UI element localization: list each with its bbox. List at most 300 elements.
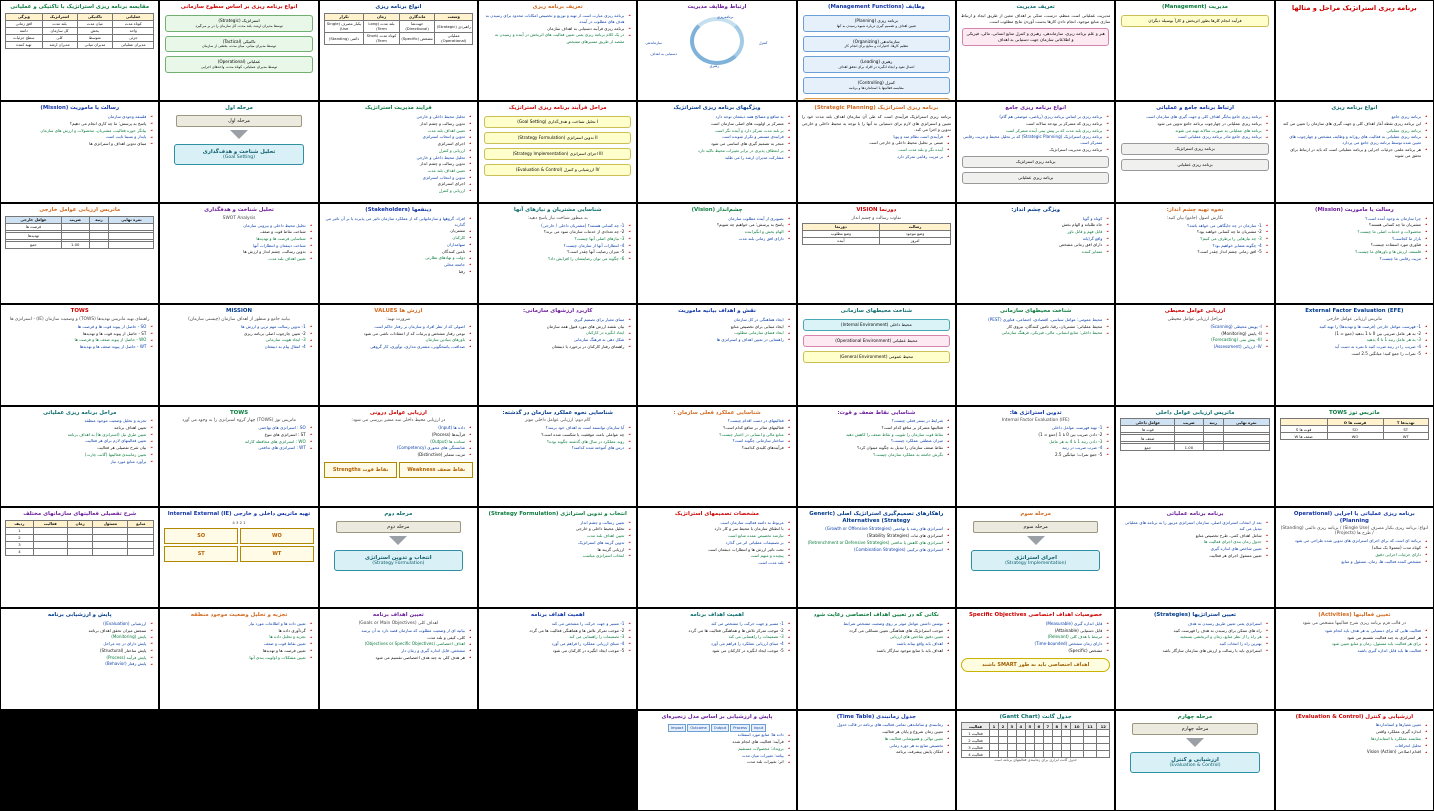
slide-s28[interactable] — [1275, 304, 1434, 405]
slide-title: TOWS — [70, 308, 89, 315]
list-item: ◄ فرآیند: فعالیت های انجام شده — [643, 739, 783, 745]
list-item: ◄ تخصیص منابع به هر دوره زمانی — [803, 743, 943, 749]
slide-s62[interactable] — [159, 608, 318, 709]
list-item: ◄ جاه طلبانه و الهام بخش — [962, 222, 1102, 228]
bullet-list — [802, 526, 951, 553]
slide-s17[interactable] — [159, 101, 318, 202]
table-header-cell: منابع — [128, 520, 154, 527]
list-item: ◄ تجزیه و تحلیل داده ها — [165, 634, 305, 640]
slide-title: انتخاب و تدوین استراتژی (Strategy Formulation) — [488, 510, 627, 517]
table-header-cell: تهدیدها T — [1383, 419, 1429, 426]
slide-s25[interactable] — [319, 203, 478, 304]
step-label: I تحلیل شناخت و هدف‌گذاری (Goal Setting) — [517, 119, 599, 125]
data-table — [5, 216, 154, 249]
slide-s06[interactable] — [478, 0, 637, 101]
list-item: ◄ 2- موجب تمرکز تلاش ها و هماهنگی فعالیت ها می گردد — [643, 628, 783, 634]
list-item: ◄ 2- به هر عامل ضریبی بین 0 تا 1 بدهید (جمع = 1) — [1281, 331, 1421, 337]
slide-title: شناسایی مشتریان و نیازهای آنها — [513, 206, 602, 213]
cycle-label: دستیابی به اهداف — [650, 51, 677, 56]
slide-s60[interactable] — [478, 608, 637, 709]
list-item: ◄ 2- چه تعدادی از خدمات سازمان سود می برند؟ — [484, 229, 624, 235]
slide-s10[interactable] — [1275, 101, 1434, 202]
slide-s63[interactable] — [0, 608, 159, 709]
list-item: ◄ WO - حاصل از پیوند ضعف ها و فرصت ها — [6, 337, 146, 343]
slide-s13[interactable] — [797, 101, 956, 202]
step-box — [484, 116, 631, 128]
slide-s08[interactable] — [159, 0, 318, 101]
table-cell — [1203, 444, 1223, 451]
slide-s49[interactable] — [797, 507, 956, 608]
ie-cell: WO — [240, 528, 314, 544]
list-item: ◄ تعیین توالی و همپوشانی فعالیت ها — [803, 736, 943, 742]
table-cell — [93, 541, 128, 548]
list-item: ◄ جامعه محلی — [325, 262, 465, 268]
slide-s31[interactable] — [797, 304, 956, 405]
slide-s51[interactable] — [478, 507, 637, 608]
list-item: ◄ کلی، کیفی و بلند مدت — [325, 635, 465, 641]
table-cell — [93, 548, 128, 555]
list-item: ◄ ارزشیابی (Evaluation)) — [6, 621, 146, 627]
step-box — [484, 164, 631, 176]
step-box — [484, 148, 631, 160]
list-item: ◄ برنامه ریزی عملیاتی به فعالیت های روزانه و وظایف مشخص و چهارچوب های تعیین شده توسط برنامه ریزی جامع می پردازد — [1281, 134, 1421, 146]
list-item: ◄ چه عواملی باعث موفقیت یا شکست شده است؟ — [484, 432, 624, 438]
table-cell: مدیران میانی — [77, 41, 113, 48]
data-table — [5, 13, 154, 49]
table-cell — [1016, 751, 1025, 758]
table-cell: مشخص (Specific) — [399, 32, 435, 44]
table-header-cell: تاکتیکی — [77, 13, 113, 20]
slide-s68[interactable] — [637, 710, 796, 811]
list-item: ◄ III- پیش بینی (Forecasting) — [1121, 337, 1261, 343]
bullet-list — [1280, 628, 1429, 655]
table-row — [6, 241, 154, 248]
list-item: ◄ 2- مشتریان ما چه کسانی خواهند بود؟ — [1121, 229, 1261, 235]
slide-s32[interactable] — [637, 304, 796, 405]
bullet-list — [961, 425, 1110, 459]
list-item: ◄ بر مزیت رقابتی تمرکز دارد — [803, 154, 943, 160]
level-box — [165, 36, 312, 53]
slide-s27[interactable] — [0, 203, 159, 304]
slide-s57[interactable] — [956, 608, 1115, 709]
slide-title: نقش و اهداف بیانیه ماموریت — [678, 308, 756, 315]
list-item: ◄ تحلیل محیط داخلی و خارجی — [484, 526, 624, 532]
slide-title: تجزیه و تحلیل وضعیت موجود منطقه — [190, 612, 288, 619]
slide-s58[interactable] — [797, 608, 956, 709]
list-item: ◄ بهترین راه را انتخاب کنید — [1121, 641, 1261, 647]
slide-s18[interactable] — [0, 101, 159, 202]
table-row — [6, 20, 154, 27]
list-item: ◄ 2- موجب تمرکز تلاش ها و هماهنگی فعالیت ها می گردد — [484, 628, 624, 634]
function-desc: اعمال نفوذ و ایجاد انگیزه در افراد برای تحقق اهداف — [838, 65, 915, 70]
slide-title: فرایند مدیریت استراتژیک — [364, 105, 432, 112]
table-cell: جزئی — [113, 34, 154, 41]
level-desc: توسط مدیران میانی، میان مدت، بخشی از سازمان — [202, 44, 276, 49]
list-item: ◄ 1- تهیه فهرست عوامل داخلی — [962, 425, 1102, 431]
list-item: ◄ دارای افق زمانی بلند مدت — [643, 236, 783, 242]
stage-banner: مرحله چهارم — [1132, 723, 1257, 735]
table-cell — [1070, 737, 1083, 744]
slide-s52[interactable] — [319, 507, 478, 608]
list-item: ◄ فعالیت ها باید قابل اندازه گیری باشند — [1281, 648, 1421, 654]
list-item: ◄ ستانده ها (Output) — [325, 439, 465, 445]
table-cell: عملیاتی (Operational) — [435, 32, 473, 44]
table-cell — [61, 232, 89, 239]
slide-s04[interactable] — [797, 0, 956, 101]
list-item: ◄ ایجاد هماهنگی در کل سازمان — [643, 317, 783, 323]
table-cell: 3 — [6, 541, 34, 548]
table-cell — [1070, 730, 1083, 737]
slide-s22[interactable] — [797, 203, 956, 304]
slide-title: مقایسه برنامه ریزی استراتژیک با تاکتیکی و عملیاتی — [10, 4, 150, 10]
list-item: ◄ شناخت نقاط قوت و ضعف — [165, 229, 305, 235]
slide-title: برنامه برنامه عملیاتی — [1166, 510, 1224, 517]
slide-s39[interactable] — [956, 406, 1115, 507]
list-item: ◄ تعیین مسئول اجرای هر فعالیت — [1121, 553, 1261, 559]
slide-s41[interactable] — [637, 406, 796, 507]
list-item: ◄ شناخت ذینفعان و انتظارات آنها — [165, 243, 305, 249]
list-item: ◄ امکان پایش پیشرفت برنامه — [803, 749, 943, 755]
table-row — [6, 34, 154, 41]
slide-title: ویژگیهای برنامه ریزی استراتژیک — [673, 105, 761, 112]
list-item: ◄ تعیین دقیق شاخص های ارزیابی — [803, 634, 943, 640]
table-cell — [1175, 435, 1203, 442]
slide-title: مرحله چهارم — [1177, 713, 1213, 720]
slide-s47[interactable] — [1115, 507, 1274, 608]
slide-s03[interactable] — [956, 0, 1115, 101]
list-item: ◄ فعالیتهای متاثر بر منافع کدام است؟ — [643, 425, 783, 431]
list-item: ◄ 5- نمرات را جمع کنید؛ میانگین 2.5 است — [1281, 351, 1421, 357]
list-item: ◄ تدوین رسالت و چشم انداز — [325, 161, 465, 167]
list-item: ◄ II- پایش (Monitoring) — [1121, 331, 1261, 337]
slide-title: جدول زمانبندی (Time Table) — [836, 713, 917, 720]
table-row — [6, 232, 154, 239]
table-header-cell: استراتژیک — [42, 13, 77, 20]
list-item: ◄ برای هر فعالیت باید مسئول، زمان و منابع تعیین شود — [1281, 641, 1421, 647]
slide-s45[interactable] — [0, 406, 159, 507]
slide-title: شناسایی نحوه عملکرد سازمان در گذشته: — [502, 409, 613, 416]
list-item: ◄ اصولی که از نظر افراد و سازمان بر رفتار حاکم است — [325, 324, 465, 330]
list-item: ◄ فرآیندی است نظام مند و پویا — [803, 134, 943, 140]
table-header-cell: عوامل داخلی — [1121, 419, 1175, 426]
table-cell — [1223, 426, 1269, 433]
slide-title: تعریف مدیریت — [1016, 4, 1055, 10]
slide-s64[interactable] — [1275, 710, 1434, 811]
list-item: ◄ قابل دستیابی (Attainable) — [962, 628, 1102, 634]
table-cell — [998, 730, 1007, 737]
slide-s54[interactable] — [0, 507, 159, 608]
list-item: ◄ مبتنی بر تحلیل محیط داخلی و خارجی است — [803, 140, 943, 146]
list-item: ◄ تحلیل انحرافات — [1281, 743, 1421, 749]
slide-title: برنامه ریزی استراتژیک (Strategic Planning) — [814, 105, 939, 112]
table-cell — [1007, 737, 1016, 744]
list-item: ◄ تدوین و انتخاب استراتژی — [325, 134, 465, 140]
slide-s56[interactable] — [1115, 608, 1274, 709]
slide-s15[interactable] — [478, 101, 637, 202]
step-label: II تدوین استراتژی (Strategy Formulation) — [517, 135, 598, 140]
table-cell — [89, 241, 109, 248]
table-cell — [33, 548, 67, 555]
list-item: ◄ با انطباق سازمان با محیط سر و کار دارد — [643, 526, 783, 532]
list-item: ◄ 3- نیازهای اصلی آنها چیست؟ — [484, 236, 624, 242]
bullet-list — [802, 134, 951, 161]
table-header-cell: ضریب — [61, 216, 89, 223]
slide-s29[interactable] — [1115, 304, 1274, 405]
table-cell — [89, 232, 109, 239]
slide-s38[interactable] — [1115, 406, 1274, 507]
function-label: برنامه ریزی (Planning) — [854, 17, 898, 23]
stage-box — [174, 144, 303, 165]
slide-title: برنامه ریزی عملیاتی یا اجرایی (Operational Planning) — [1293, 510, 1415, 524]
table-cell — [1043, 751, 1052, 758]
list-item: ◄ داده ها: منابع مورد استفاده — [643, 732, 783, 738]
list-item: ◄ گردآوری داده ها — [165, 628, 305, 634]
axis-labels: 1 2 3 4 — [232, 519, 246, 525]
list-item: ◄ نقاط قوت سازمان را تقویت و نقاط ضعف را کاهش دهید — [803, 432, 943, 438]
sub-box: برنامه ریزی عملیاتی — [1121, 159, 1268, 171]
level-desc: توسط مدیران ارشد، بلند مدت، کل سازمان را در بر می‌گیرد — [195, 23, 283, 28]
list-item: ◄ شایستگی های محوری (Competency) — [325, 445, 465, 451]
table-cell: یکبار مصرف (Single Use) — [324, 20, 364, 32]
table-row — [802, 237, 950, 244]
slide-s20[interactable] — [1115, 203, 1274, 304]
table-cell — [998, 744, 1007, 751]
slide-s48[interactable] — [956, 507, 1115, 608]
bullet-list — [5, 621, 154, 668]
bullet-list — [1280, 114, 1429, 160]
list-item: ◄ برنامه ریزی مدیریت استراتژیک — [962, 147, 1102, 153]
bullet-list — [802, 621, 951, 655]
slide-s05[interactable] — [637, 0, 796, 101]
data-table — [961, 722, 1110, 758]
slide-s34[interactable] — [319, 304, 478, 405]
table-cell: WT — [1383, 433, 1429, 440]
bullet-list — [642, 114, 791, 161]
stage-banner: مرحله دوم — [336, 521, 461, 533]
list-item: ◄ تدوین رسالت و چشم انداز — [325, 121, 465, 127]
table-header-cell: رسالت — [880, 223, 951, 230]
table-cell: 1.00 — [1175, 444, 1203, 451]
chain-node: Output — [711, 724, 729, 732]
list-item: ◄ اندازه گیری عملکرد واقعی — [1281, 729, 1421, 735]
slide-s33[interactable] — [478, 304, 637, 405]
bullet-list — [164, 621, 313, 661]
slide-s26[interactable] — [159, 203, 318, 304]
slide-s61[interactable] — [319, 608, 478, 709]
list-item: ◄ فعالیتها متمرکز بر منافع کدام است؟ — [803, 425, 943, 431]
slide-s46[interactable] — [1275, 507, 1434, 608]
slide-title: مراحل برنامه ریزی عملیاتی — [42, 409, 117, 416]
slide-title: انواع برنامه ریزی — [1331, 105, 1378, 112]
table-cell — [109, 241, 154, 248]
bullet-list — [164, 425, 313, 452]
slide-s40[interactable] — [797, 406, 956, 507]
table-cell — [128, 548, 154, 555]
slide-s01[interactable] — [1275, 0, 1434, 101]
list-item: ◄ بلند مدت است — [643, 560, 783, 566]
stage-box — [971, 550, 1100, 571]
bullet-list — [483, 621, 632, 655]
slide-title: مرحله سوم — [1020, 510, 1051, 517]
list-item: ◄ واقع گرایانه — [962, 236, 1102, 242]
slide-subtitle: انواع: برنامه ریزی یکبار مصرف (Single Use) / برنامه ریزی دائمی (Standing) / طرح ها (Projects) — [1280, 526, 1429, 537]
list-item: ◄ داده ها (Input) — [325, 425, 465, 431]
bullet-list — [1280, 538, 1429, 565]
slide-s55[interactable] — [1275, 608, 1434, 709]
slide-s30[interactable] — [956, 304, 1115, 405]
slide-s09[interactable] — [0, 0, 159, 101]
level-label: استراتژیک (Strategic) — [218, 17, 260, 23]
slide-s12[interactable] — [956, 101, 1115, 202]
list-item: ◄ SO - حاصل از پیوند قوت ها و فرصت ها — [6, 324, 146, 330]
slide-title: تعیین فعالیتها (Activities) — [1318, 612, 1391, 619]
slide-s02[interactable] — [1115, 0, 1274, 101]
chain-node: Outcome — [687, 724, 709, 732]
table-cell: ضعف ها — [1121, 435, 1175, 442]
bullet-list — [324, 216, 473, 276]
data-table — [1120, 418, 1269, 451]
slide-s43[interactable] — [319, 406, 478, 507]
slide-s66[interactable] — [956, 710, 1115, 811]
table-cell — [1203, 435, 1223, 442]
arrow-down-icon — [230, 130, 248, 139]
table-header-cell — [1280, 419, 1327, 426]
table-cell: بلند مدت — [42, 20, 77, 27]
function-label: رهبری (Leading) — [860, 59, 893, 65]
list-item: ◄ 5- موجب ایجاد انگیزه در کارکنان می شود — [643, 648, 783, 654]
slide-title: ارتباط برنامه جامع و عملیاتی — [1156, 105, 1234, 112]
list-item: ◄ مبنای تدوین اهداف و استراتژی ها — [6, 141, 146, 147]
table-cell — [67, 548, 93, 555]
note-text: جدول گانت ابزاری برای زمانبندی فعالیتهای برنامه است — [994, 758, 1077, 763]
slide-s07[interactable] — [319, 0, 478, 101]
table-cell — [1025, 751, 1034, 758]
slide-title: ارزشیابی و کنترل (Evaluation & Control) — [1295, 713, 1414, 720]
list-item: ◄ تحلیل محیط داخلی و خارجی — [325, 155, 465, 161]
bullet-list — [483, 317, 632, 351]
table-cell — [1097, 737, 1110, 744]
list-item: ◄ تعیین اهداف بلند مدت — [484, 533, 624, 539]
list-item: ◄ بر تصمیمات عملیاتی اثر می گذارد — [643, 540, 783, 546]
slide-s35[interactable] — [159, 304, 318, 405]
slide-title: شناسایی عملکرد فعلی سازمان : — [673, 409, 761, 416]
slide-s23[interactable] — [637, 203, 796, 304]
slide-title: شناخت محیطهای سازمانی — [1000, 308, 1072, 315]
list-item: ◄ اجرای استراتژی — [325, 141, 465, 147]
list-item: ◄ ST - حاصل از پیوند قوت ها و تهدیدها — [6, 331, 146, 337]
level-box — [165, 56, 312, 73]
slide-title: مرحله اول — [225, 105, 253, 112]
slide-s59[interactable] — [637, 608, 796, 709]
slide-s50[interactable] — [637, 507, 796, 608]
list-item: ◄ پاسخ به پرسش: ما چه کاری انجام می دهیم؟ — [6, 121, 146, 127]
list-item: ◄ پایش دارای در چه مراحل — [6, 641, 146, 647]
table-cell — [1223, 435, 1269, 442]
table-cell: کوتاه مدت (Short Term) — [364, 32, 399, 44]
slide-s21[interactable] — [956, 203, 1115, 304]
table-row — [962, 730, 1110, 737]
slide-title: ارزیابی عوامل درونی — [369, 409, 427, 416]
slide-s14[interactable] — [637, 101, 796, 202]
slide-s24[interactable] — [478, 203, 637, 304]
slide-s53[interactable] — [159, 507, 318, 608]
list-item: ◄ فناوری مورد استفاده چیست؟ — [1281, 242, 1421, 248]
slide-s42[interactable] — [478, 406, 637, 507]
ipo-chain — [642, 724, 791, 732]
table-header-cell: مسئول — [93, 520, 128, 527]
list-item: ◄ مقایسه عملکرد با استانداردها — [1281, 736, 1421, 742]
chain-node: Process — [730, 724, 750, 732]
list-item: ◄ 5- موجب ایجاد انگیزه در کارکنان می شود — [484, 648, 624, 654]
list-item: ◄ ST : استراتژی های تنوع — [165, 432, 305, 438]
list-item: ◄ ایجاد انگیزه در کارکنان — [484, 330, 624, 336]
bullet-list — [164, 324, 313, 351]
list-item: ◄ اهداف باید با منابع موجود سازگار باشند — [803, 648, 943, 654]
list-item: ◄ 4- ضرب ضریب در رتبه — [962, 445, 1102, 451]
table-cell — [1097, 744, 1110, 751]
slide-s44[interactable] — [159, 406, 318, 507]
table-cell: سطح جزئیات — [6, 34, 43, 41]
slide-s65[interactable] — [1115, 710, 1274, 811]
slide-title: تهیه ماتریس داخلی و خارجی Internal External (IE) — [167, 510, 311, 517]
table-row — [324, 20, 472, 32]
slide-subtitle: بیانیه جامع و منظور از اهداف سازمان (چیستی سازمان) — [188, 316, 290, 322]
table-header-cell: ویژگی — [6, 13, 43, 20]
list-item: ◄ ارزیابی و کنترل — [325, 148, 465, 154]
list-item: ◄ مربوط به دامنه فعالیت سازمان است — [643, 520, 783, 526]
bullet-list — [483, 13, 632, 45]
table-cell — [67, 534, 93, 541]
function-box — [803, 56, 950, 73]
slide-s16[interactable] — [319, 101, 478, 202]
table-row — [962, 751, 1110, 758]
table-header-cell: نمره نهایی — [1223, 419, 1269, 426]
slide-title: MISSION — [226, 308, 253, 315]
slide-s37[interactable] — [1275, 406, 1434, 507]
list-item: ◄ تحلیل محیط داخلی و خارجی — [325, 114, 465, 120]
list-item: ◄ 4- مبنای ارزیابی عملکرد را فراهم می آورد — [643, 641, 783, 647]
slide-subtitle: تفاوت رسالت و چشم انداز — [851, 215, 901, 221]
bullet-list — [5, 418, 154, 465]
env-box: محیط عملیاتی (Operational Environment) — [803, 335, 950, 347]
table-header-cell: عوامل خارجی — [6, 216, 62, 223]
data-table — [1280, 418, 1429, 440]
ie-cell: SO — [164, 528, 238, 544]
slide-title: تعیین استراتژیها (Strategies) — [1153, 612, 1237, 619]
slide-s36[interactable] — [0, 304, 159, 405]
list-item: ◄ بعد از انتخاب استراتژی اصلی، سازمان استراتژی مزبور را به برنامه های عملیاتی تبدیل می کند — [1121, 520, 1261, 532]
slide-s11[interactable] — [1115, 101, 1274, 202]
list-item: ◄ تعیین شاخص های اندازه گیری — [1121, 546, 1261, 552]
list-item: ◄ WT - حاصل از پیوند ضعف ها و تهدیدها — [6, 344, 146, 350]
level-label: تاکتیکی (Tactical) — [222, 38, 256, 44]
slide-title: ارزیابی عوامل محیطی — [1164, 308, 1226, 315]
list-item: ◄ 2- تعیین چارچوب اصلی برنامه ریزی — [165, 331, 305, 337]
slide-s67[interactable] — [797, 710, 956, 811]
table-cell — [1083, 751, 1096, 758]
table-cell — [1016, 737, 1025, 744]
list-item: ◄ پایش رفتار (Behavior) — [6, 661, 146, 667]
slide-s19[interactable] — [1275, 203, 1434, 304]
list-item: ◄ اقدام اصلاحی (Action) Vision — [1281, 749, 1421, 755]
table-header-cell: ماندگاری — [399, 13, 435, 20]
list-item: ◄ ایجاد مبنایی برای تخصیص منابع — [643, 324, 783, 330]
table-cell — [1097, 751, 1110, 758]
bullet-list — [164, 223, 313, 263]
list-item: ◄ 5- میزان رضایت آنها چقدر است؟ — [484, 249, 624, 255]
list-item: ◄ مشخص (Specific) — [962, 648, 1102, 654]
data-table — [802, 223, 951, 245]
